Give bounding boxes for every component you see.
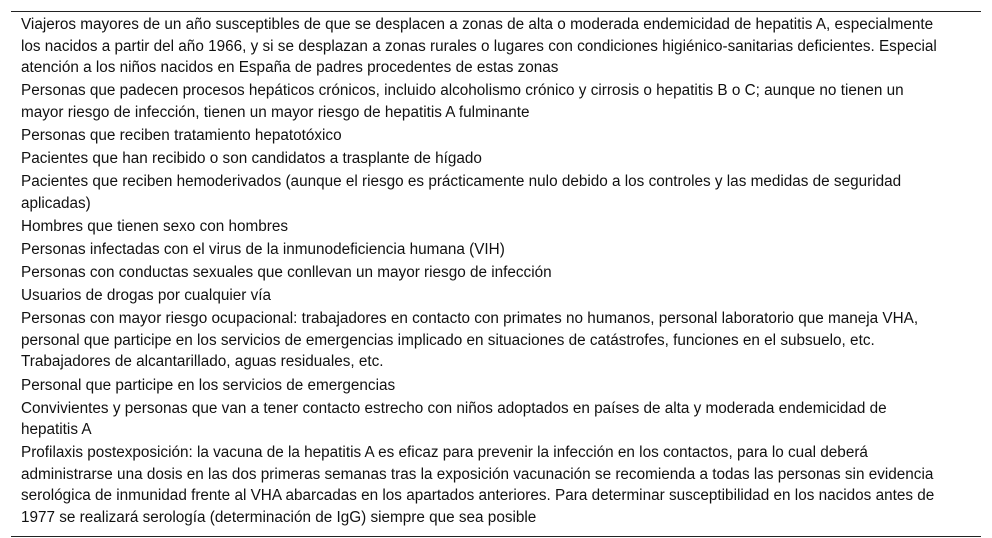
table-cell: Personas que padecen procesos hepáticos crónicos, incluido alcoholismo crónico y cirrosis o hepatitis B o C; aunque no tienen un mayor riesgo de infección, tienen un mayor riesgo de hepatitis A fulminante bbox=[21, 82, 904, 121]
table-cell: Pacientes que reciben hemoderivados (aunque el riesgo es prácticamente nulo debido a los controles y las medidas de seguridad aplicadas) bbox=[21, 173, 902, 212]
table-row bbox=[11, 80, 981, 125]
table-cell: Personas con conductas sexuales que conllevan un mayor riesgo de infección bbox=[21, 264, 552, 282]
table-row bbox=[11, 442, 981, 535]
table-row bbox=[11, 308, 981, 374]
table-cell: Profilaxis postexposición: la vacuna de la hepatitis A es eficaz para prevenir la infección en los contactos, para lo cual deberá administrarse una dosis en las dos primeras semanas tras la exposición vacunación se recomienda a todas las personas sin evidencia serológica de inmunidad frente al VHA abarcadas en los apartados anteriores. Para determinar susceptibilidad en los nacidos antes de 1977 se realizará serología (determinación de IgG) siempre que sea posible bbox=[21, 444, 935, 527]
table-row bbox=[11, 12, 981, 80]
table-cell: Personas infectadas con el virus de la inmunodeficiencia humana (VIH) bbox=[21, 240, 505, 258]
table-row bbox=[11, 262, 981, 285]
table-row bbox=[11, 285, 981, 308]
table-cell: Viajeros mayores de un año susceptibles de que se desplacen a zonas de alta o moderada endemicidad de hepatitis A, especialmente los nacidos a partir del año 1966, y si se desplazan a zonas rurales o lugares con condiciones higiénico-sanitarias deficientes. Especial atención a los niños nacidos en España de padres procedentes de estas zonas bbox=[21, 16, 937, 77]
table-row bbox=[11, 375, 981, 398]
table-row bbox=[11, 398, 981, 443]
table-cell: Pacientes que han recibido o son candidatos a trasplante de hígado bbox=[21, 150, 482, 168]
table-row bbox=[11, 148, 981, 171]
table-cell: Convivientes y personas que van a tener contacto estrecho con niños adoptados en países de alta y moderada endemicidad de hepatitis A bbox=[21, 399, 887, 439]
indications-table-body bbox=[11, 12, 981, 536]
table-cell: Personal que participe en los servicios de emergencias bbox=[21, 376, 396, 394]
table-cell: Personas con mayor riesgo ocupacional: trabajadores en contacto con primates no humanos, personal laboratorio que maneja VHA, personal que participe en los servicios de emergencias implicado en situaciones de catástrofes, funciones en el subsuelo, etc. Trabajadores de alcantarillado, aguas residuales, etc. bbox=[21, 310, 919, 371]
indications-table bbox=[11, 11, 981, 537]
table-cell: Usuarios de drogas por cualquier vía bbox=[21, 287, 271, 305]
table-cell: Personas que reciben tratamiento hepatotóxico bbox=[21, 126, 342, 144]
table-row bbox=[11, 171, 981, 216]
table-row bbox=[11, 216, 981, 239]
table-row bbox=[11, 125, 981, 148]
table-cell: Hombres que tienen sexo con hombres bbox=[21, 217, 288, 235]
table-row bbox=[11, 239, 981, 262]
